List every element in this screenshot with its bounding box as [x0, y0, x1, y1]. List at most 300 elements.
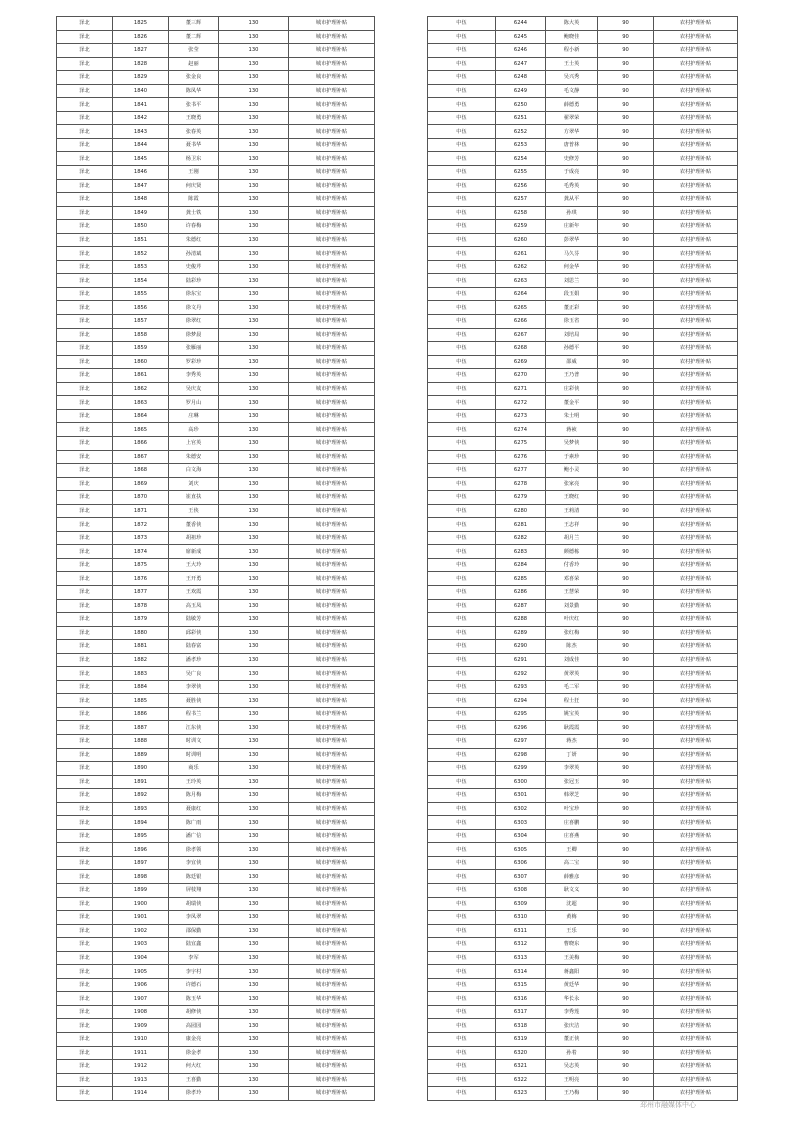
cell-amount: 130 — [219, 179, 289, 193]
cell-no: 6262 — [496, 260, 546, 274]
cell-type: 城市护理补贴 — [289, 558, 375, 572]
table-row — [57, 734, 375, 748]
cell-no: 6293 — [496, 680, 546, 694]
cell-type: 农村护理补贴 — [654, 748, 738, 762]
cell-no: 6312 — [496, 938, 546, 952]
cell-name: 高玉凤 — [169, 599, 219, 613]
cell-district: 中伍 — [428, 382, 496, 396]
cell-name: 曹晓东 — [546, 938, 598, 952]
cell-type: 农村护理补贴 — [654, 897, 738, 911]
cell-type: 农村护理补贴 — [654, 152, 738, 166]
cell-amount: 90 — [598, 884, 654, 898]
cell-amount: 130 — [219, 911, 289, 925]
cell-type: 城市护理补贴 — [289, 626, 375, 640]
cell-name: 王卿 — [546, 843, 598, 857]
cell-amount: 130 — [219, 111, 289, 125]
cell-no: 6287 — [496, 599, 546, 613]
cell-name: 庄琳 — [169, 409, 219, 423]
cell-name: 蒋鑫阳 — [546, 965, 598, 979]
cell-name: 李宇村 — [169, 965, 219, 979]
cell-amount: 130 — [219, 951, 289, 965]
cell-no: 6296 — [496, 721, 546, 735]
cell-district: 泽北 — [57, 369, 113, 383]
cell-amount: 130 — [219, 315, 289, 329]
cell-no: 6318 — [496, 1019, 546, 1033]
cell-name: 屏枝翔 — [169, 884, 219, 898]
cell-name: 时训明 — [169, 748, 219, 762]
cell-district: 中伍 — [428, 599, 496, 613]
cell-amount: 90 — [598, 84, 654, 98]
cell-no: 6311 — [496, 924, 546, 938]
table-row — [57, 369, 375, 383]
cell-name: 崔直扶 — [169, 491, 219, 505]
cell-name: 张雁丽 — [169, 342, 219, 356]
table-row — [428, 206, 738, 220]
cell-district: 中伍 — [428, 734, 496, 748]
cell-district: 泽北 — [57, 138, 113, 152]
cell-amount: 90 — [598, 518, 654, 532]
cell-district: 泽北 — [57, 816, 113, 830]
cell-district: 中伍 — [428, 111, 496, 125]
cell-type: 城市护理补贴 — [289, 911, 375, 925]
cell-no: 6292 — [496, 667, 546, 681]
cell-amount: 90 — [598, 680, 654, 694]
table-row — [428, 355, 738, 369]
cell-name: 史修芳 — [546, 152, 598, 166]
cell-district: 中伍 — [428, 220, 496, 234]
cell-name: 徐梦晨 — [169, 328, 219, 342]
cell-amount: 130 — [219, 599, 289, 613]
cell-type: 农村护理补贴 — [654, 707, 738, 721]
table-row — [428, 369, 738, 383]
cell-amount: 130 — [219, 44, 289, 58]
table-row — [57, 545, 375, 559]
cell-district: 泽北 — [57, 1073, 113, 1087]
cell-district: 中伍 — [428, 924, 496, 938]
table-row — [57, 558, 375, 572]
cell-type: 农村护理补贴 — [654, 721, 738, 735]
cell-no: 6321 — [496, 1060, 546, 1074]
cell-district: 中伍 — [428, 802, 496, 816]
table-row — [57, 585, 375, 599]
cell-type: 城市护理补贴 — [289, 342, 375, 356]
cell-name: 王乃普 — [546, 369, 598, 383]
cell-no: 6284 — [496, 558, 546, 572]
cell-district: 中伍 — [428, 829, 496, 843]
cell-district: 中伍 — [428, 897, 496, 911]
cell-no: 1852 — [113, 247, 169, 261]
cell-no: 6299 — [496, 762, 546, 776]
cell-amount: 90 — [598, 450, 654, 464]
cell-type: 城市护理补贴 — [289, 680, 375, 694]
cell-no: 6247 — [496, 57, 546, 71]
table-row — [57, 138, 375, 152]
cell-name: 于素珍 — [546, 450, 598, 464]
cell-type: 农村护理补贴 — [654, 125, 738, 139]
cell-name: 杨卫东 — [169, 152, 219, 166]
cell-type: 城市护理补贴 — [289, 1033, 375, 1047]
cell-district: 泽北 — [57, 17, 113, 31]
cell-name: 王大玲 — [169, 558, 219, 572]
cell-no: 1880 — [113, 626, 169, 640]
table-row — [428, 992, 738, 1006]
cell-no: 1863 — [113, 396, 169, 410]
cell-name: 薛雅彦 — [546, 870, 598, 884]
cell-no: 6286 — [496, 585, 546, 599]
table-row — [428, 734, 738, 748]
cell-amount: 90 — [598, 626, 654, 640]
cell-name: 张莹 — [169, 44, 219, 58]
cell-name: 董二辉 — [169, 30, 219, 44]
cell-amount: 90 — [598, 775, 654, 789]
cell-no: 1848 — [113, 193, 169, 207]
cell-name: 吴兴秀 — [546, 71, 598, 85]
cell-no: 1829 — [113, 71, 169, 85]
cell-no: 1892 — [113, 789, 169, 803]
cell-district: 泽北 — [57, 450, 113, 464]
cell-district: 中伍 — [428, 1087, 496, 1101]
cell-type: 农村护理补贴 — [654, 734, 738, 748]
cell-amount: 90 — [598, 1073, 654, 1087]
cell-name: 张书平 — [169, 98, 219, 112]
cell-type: 农村护理补贴 — [654, 409, 738, 423]
cell-amount: 90 — [598, 152, 654, 166]
cell-name: 陈大英 — [546, 17, 598, 31]
cell-no: 6269 — [496, 355, 546, 369]
cell-district: 中伍 — [428, 951, 496, 965]
cell-no: 6291 — [496, 653, 546, 667]
cell-district: 泽北 — [57, 545, 113, 559]
cell-name: 孙德平 — [546, 342, 598, 356]
cell-district: 泽北 — [57, 558, 113, 572]
cell-no: 1910 — [113, 1033, 169, 1047]
cell-amount: 90 — [598, 748, 654, 762]
table-row — [428, 193, 738, 207]
table-row — [428, 274, 738, 288]
table-row — [428, 44, 738, 58]
cell-district: 中伍 — [428, 843, 496, 857]
cell-name: 陈凤华 — [169, 84, 219, 98]
table-row — [428, 166, 738, 180]
cell-name: 董金平 — [546, 396, 598, 410]
cell-amount: 130 — [219, 572, 289, 586]
cell-no: 1849 — [113, 206, 169, 220]
cell-type: 城市护理补贴 — [289, 1005, 375, 1019]
table-row — [428, 504, 738, 518]
cell-district: 中伍 — [428, 17, 496, 31]
table-row — [428, 545, 738, 559]
cell-district: 泽北 — [57, 464, 113, 478]
cell-type: 农村护理补贴 — [654, 572, 738, 586]
table-row — [428, 260, 738, 274]
cell-type: 农村护理补贴 — [654, 694, 738, 708]
table-row — [428, 71, 738, 85]
table-row — [428, 98, 738, 112]
cell-no: 6294 — [496, 694, 546, 708]
cell-type: 农村护理补贴 — [654, 870, 738, 884]
cell-type: 城市护理补贴 — [289, 518, 375, 532]
table-row — [57, 694, 375, 708]
cell-amount: 130 — [219, 762, 289, 776]
cell-amount: 90 — [598, 613, 654, 627]
cell-no: 1891 — [113, 775, 169, 789]
cell-amount: 130 — [219, 518, 289, 532]
cell-amount: 90 — [598, 558, 654, 572]
table-row — [428, 585, 738, 599]
cell-no: 6285 — [496, 572, 546, 586]
cell-district: 泽北 — [57, 423, 113, 437]
cell-name: 蒋祯 — [546, 423, 598, 437]
cell-amount: 130 — [219, 653, 289, 667]
cell-type: 城市护理补贴 — [289, 206, 375, 220]
cell-type: 农村护理补贴 — [654, 531, 738, 545]
cell-no: 6258 — [496, 206, 546, 220]
cell-no: 6267 — [496, 328, 546, 342]
cell-name: 王士英 — [546, 57, 598, 71]
cell-district: 中伍 — [428, 423, 496, 437]
cell-amount: 130 — [219, 1073, 289, 1087]
cell-name: 陈霞 — [169, 193, 219, 207]
table-row — [57, 626, 375, 640]
cell-amount: 90 — [598, 355, 654, 369]
table-row — [57, 599, 375, 613]
cell-amount: 130 — [219, 775, 289, 789]
cell-amount: 90 — [598, 247, 654, 261]
cell-no: 1883 — [113, 667, 169, 681]
cell-district: 泽北 — [57, 355, 113, 369]
cell-name: 鲍晓佳 — [546, 30, 598, 44]
table-row — [428, 680, 738, 694]
table-row — [428, 1060, 738, 1074]
cell-district: 中伍 — [428, 125, 496, 139]
cell-name: 孙清斌 — [169, 247, 219, 261]
cell-no: 6298 — [496, 748, 546, 762]
table-row — [57, 870, 375, 884]
cell-type: 城市护理补贴 — [289, 978, 375, 992]
cell-name: 胡月兰 — [546, 531, 598, 545]
cell-no: 1906 — [113, 978, 169, 992]
cell-type: 城市护理补贴 — [289, 613, 375, 627]
cell-amount: 130 — [219, 17, 289, 31]
cell-name: 刘景勤 — [546, 599, 598, 613]
cell-type: 农村护理补贴 — [654, 220, 738, 234]
table-row — [428, 965, 738, 979]
cell-no: 6313 — [496, 951, 546, 965]
cell-type: 城市护理补贴 — [289, 315, 375, 329]
cell-district: 泽北 — [57, 951, 113, 965]
table-row — [428, 694, 738, 708]
cell-name: 聂胜侠 — [169, 694, 219, 708]
cell-district: 泽北 — [57, 762, 113, 776]
cell-type: 农村护理补贴 — [654, 1073, 738, 1087]
cell-type: 农村护理补贴 — [654, 504, 738, 518]
table-row — [57, 98, 375, 112]
cell-no: 1882 — [113, 653, 169, 667]
cell-name: 黄梅 — [546, 911, 598, 925]
cell-type: 农村护理补贴 — [654, 44, 738, 58]
cell-amount: 130 — [219, 193, 289, 207]
cell-district: 泽北 — [57, 518, 113, 532]
cell-district: 泽北 — [57, 613, 113, 627]
cell-type: 农村护理补贴 — [654, 762, 738, 776]
cell-district: 中伍 — [428, 626, 496, 640]
cell-amount: 90 — [598, 396, 654, 410]
cell-name: 高园园 — [169, 1019, 219, 1033]
table-row — [57, 382, 375, 396]
cell-no: 1885 — [113, 694, 169, 708]
cell-amount: 90 — [598, 44, 654, 58]
table-row — [428, 843, 738, 857]
cell-type: 城市护理补贴 — [289, 396, 375, 410]
cell-name: 康金亮 — [169, 1033, 219, 1047]
cell-type: 城市护理补贴 — [289, 436, 375, 450]
cell-name: 庄新年 — [546, 220, 598, 234]
cell-type: 农村护理补贴 — [654, 816, 738, 830]
cell-amount: 130 — [219, 531, 289, 545]
cell-amount: 130 — [219, 152, 289, 166]
table-row — [428, 396, 738, 410]
cell-type: 农村护理补贴 — [654, 138, 738, 152]
cell-district: 泽北 — [57, 897, 113, 911]
cell-name: 吴志英 — [546, 1060, 598, 1074]
table-row — [428, 423, 738, 437]
cell-amount: 130 — [219, 355, 289, 369]
cell-district: 中伍 — [428, 694, 496, 708]
cell-district: 泽北 — [57, 789, 113, 803]
cell-amount: 90 — [598, 193, 654, 207]
cell-type: 城市护理补贴 — [289, 951, 375, 965]
cell-district: 中伍 — [428, 531, 496, 545]
cell-name: 张红梅 — [546, 626, 598, 640]
cell-type: 城市护理补贴 — [289, 450, 375, 464]
cell-type: 农村护理补贴 — [654, 179, 738, 193]
cell-district: 中伍 — [428, 477, 496, 491]
table-row — [428, 775, 738, 789]
cell-amount: 90 — [598, 328, 654, 342]
cell-district: 中伍 — [428, 57, 496, 71]
cell-district: 中伍 — [428, 640, 496, 654]
cell-district: 中伍 — [428, 369, 496, 383]
cell-amount: 130 — [219, 870, 289, 884]
cell-amount: 130 — [219, 938, 289, 952]
cell-amount: 130 — [219, 667, 289, 681]
cell-type: 城市护理补贴 — [289, 287, 375, 301]
table-row — [57, 491, 375, 505]
table-row — [428, 1019, 738, 1033]
cell-name: 张春英 — [169, 125, 219, 139]
table-row — [57, 301, 375, 315]
cell-name: 吴梦侠 — [546, 436, 598, 450]
cell-amount: 90 — [598, 17, 654, 31]
cell-amount: 130 — [219, 423, 289, 437]
cell-name: 陈廷银 — [169, 870, 219, 884]
table-row — [428, 856, 738, 870]
table-row — [57, 613, 375, 627]
cell-no: 1899 — [113, 884, 169, 898]
cell-amount: 90 — [598, 477, 654, 491]
cell-district: 中伍 — [428, 247, 496, 261]
cell-type: 城市护理补贴 — [289, 924, 375, 938]
cell-type: 城市护理补贴 — [289, 166, 375, 180]
cell-district: 泽北 — [57, 1019, 113, 1033]
cell-type: 农村护理补贴 — [654, 477, 738, 491]
cell-type: 农村护理补贴 — [654, 558, 738, 572]
table-row — [428, 1046, 738, 1060]
cell-amount: 90 — [598, 856, 654, 870]
cell-amount: 130 — [219, 436, 289, 450]
cell-name: 陈杰 — [546, 640, 598, 654]
cell-name: 毛二军 — [546, 680, 598, 694]
cell-amount: 130 — [219, 464, 289, 478]
cell-amount: 90 — [598, 762, 654, 776]
cell-type: 城市护理补贴 — [289, 1060, 375, 1074]
cell-no: 6253 — [496, 138, 546, 152]
cell-no: 6300 — [496, 775, 546, 789]
cell-type: 城市护理补贴 — [289, 274, 375, 288]
cell-amount: 90 — [598, 1019, 654, 1033]
cell-type: 城市护理补贴 — [289, 843, 375, 857]
table-row — [57, 640, 375, 654]
cell-no: 1893 — [113, 802, 169, 816]
cell-name: 韩翠芝 — [546, 789, 598, 803]
cell-type: 农村护理补贴 — [654, 518, 738, 532]
cell-type: 农村护理补贴 — [654, 1005, 738, 1019]
cell-name: 王乃梅 — [546, 1087, 598, 1101]
cell-district: 泽北 — [57, 206, 113, 220]
cell-district: 中伍 — [428, 816, 496, 830]
table-row — [428, 328, 738, 342]
cell-amount: 130 — [219, 220, 289, 234]
cell-name: 朱德红 — [169, 233, 219, 247]
table-row — [428, 436, 738, 450]
cell-no: 6320 — [496, 1046, 546, 1060]
table-row — [428, 1073, 738, 1087]
cell-district: 泽北 — [57, 233, 113, 247]
cell-no: 6316 — [496, 992, 546, 1006]
cell-no: 1914 — [113, 1087, 169, 1101]
cell-amount: 130 — [219, 734, 289, 748]
cell-district: 中伍 — [428, 30, 496, 44]
cell-no: 1841 — [113, 98, 169, 112]
cell-no: 6283 — [496, 545, 546, 559]
table-row — [428, 450, 738, 464]
cell-amount: 130 — [219, 1060, 289, 1074]
cell-amount: 130 — [219, 125, 289, 139]
cell-no: 6273 — [496, 409, 546, 423]
cell-name: 陈广雨 — [169, 816, 219, 830]
cell-name: 颜德栋 — [546, 545, 598, 559]
cell-district: 泽北 — [57, 193, 113, 207]
cell-amount: 90 — [598, 301, 654, 315]
cell-amount: 90 — [598, 870, 654, 884]
cell-name: 彭翠华 — [546, 233, 598, 247]
table-row — [57, 30, 375, 44]
cell-district: 中伍 — [428, 789, 496, 803]
table-row — [57, 802, 375, 816]
cell-amount: 130 — [219, 233, 289, 247]
table-row — [428, 897, 738, 911]
cell-amount: 130 — [219, 707, 289, 721]
cell-district: 中伍 — [428, 545, 496, 559]
table-row — [428, 789, 738, 803]
cell-amount: 130 — [219, 369, 289, 383]
cell-amount: 130 — [219, 206, 289, 220]
cell-name: 孙琪 — [546, 206, 598, 220]
cell-name: 董香侠 — [169, 518, 219, 532]
cell-type: 城市护理补贴 — [289, 111, 375, 125]
cell-no: 6278 — [496, 477, 546, 491]
cell-type: 农村护理补贴 — [654, 193, 738, 207]
